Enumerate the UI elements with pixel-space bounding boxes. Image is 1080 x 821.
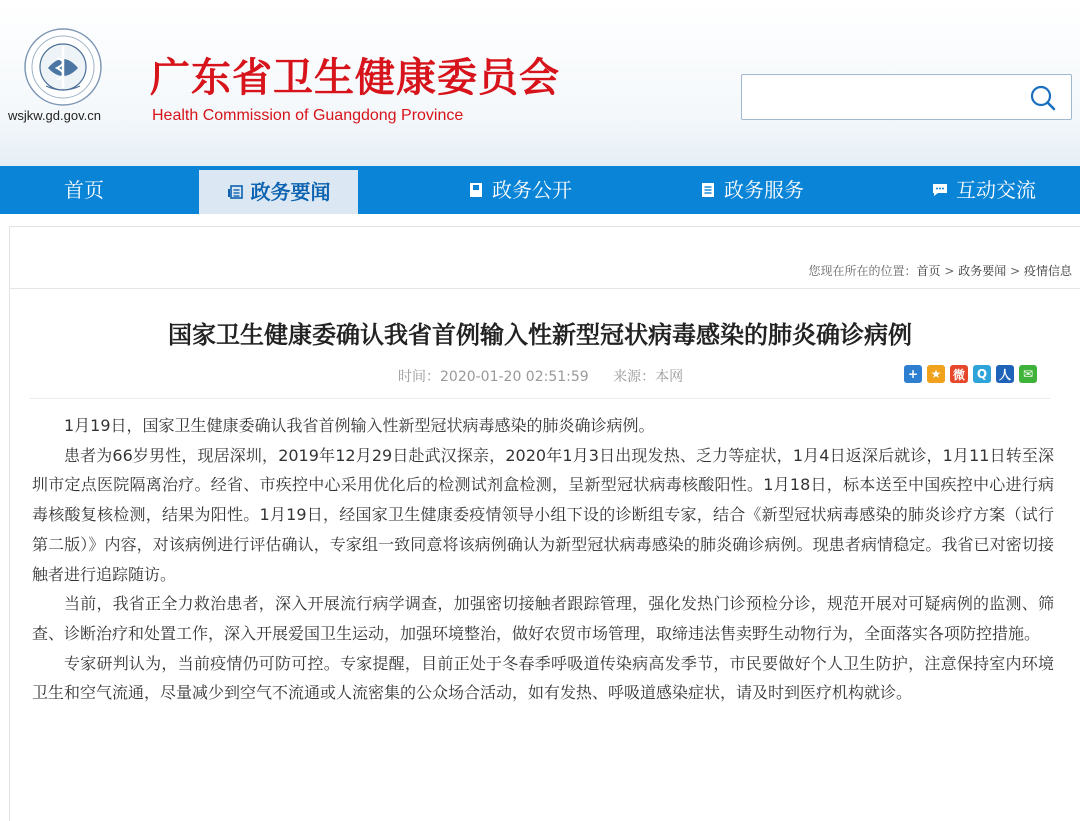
document-icon <box>700 182 716 198</box>
nav-item-service[interactable] <box>672 166 832 214</box>
breadcrumb-prefix: 您现在所在的位置： <box>808 264 917 278</box>
article-paragraph: 专家研判认为，当前疫情仍可防可控。专家提醒，目前正处于冬春季呼吸道传染病高发季节，市民要做好个人卫生防护，注意保持室内环境卫生和空气流通，尽量减少到空气不流通或人流密集的公众场合活动，如有发热、呼吸道感染症状，请及时到医疗机构就诊。 <box>32 653 1054 703</box>
site-title[interactable]: 广东省卫生健康委员会 <box>150 55 560 101</box>
site-header <box>0 0 1080 166</box>
search-input[interactable] <box>741 74 1072 120</box>
breadcrumb-home[interactable]: 首页 <box>916 264 941 278</box>
nav-item-public[interactable] <box>440 166 600 214</box>
main-nav <box>0 166 1080 214</box>
share-wechat-icon[interactable]: ✉ <box>1019 365 1037 383</box>
article-paragraph: 1月19日，国家卫生健康委确认我省首例输入性新型冠状病毒感染的肺炎确诊病例。 <box>64 416 655 435</box>
site-url: wsjkw.gd.gov.cn <box>8 108 101 123</box>
breadcrumb-separator: > <box>1010 264 1021 278</box>
share-more-icon[interactable]: + <box>904 365 922 383</box>
article-paragraph: 当前，我省正全力救治患者，深入开展流行病学调查，加强密切接触者跟踪管理，强化发热门诊预检分诊，规范开展对可疑病例的监测、筛查、诊断治疗和处置工作，深入开展爱国卫生运动，加强环境整治，做好农贸市场管理，取缔违法售卖野生动物行为，全面落实各项防控措施。 <box>32 594 1054 643</box>
nav-label: 政务公开 <box>492 178 572 202</box>
nav-item-home[interactable] <box>0 166 168 214</box>
breadcrumb-separator: > <box>944 264 955 278</box>
share-bar <box>904 365 1037 383</box>
breadcrumb-epidemic[interactable]: 疫情信息 <box>1023 264 1072 278</box>
nav-label: 政务要闻 <box>250 180 331 204</box>
nav-label: 政务服务 <box>724 178 804 202</box>
health-commission-logo[interactable] <box>24 28 102 106</box>
meta-divider <box>30 398 1050 399</box>
breadcrumb-news[interactable]: 政务要闻 <box>958 264 1007 278</box>
share-tqq-icon[interactable]: Q <box>973 365 991 383</box>
share-weibo-icon[interactable]: 微 <box>950 365 968 383</box>
article-title: 国家卫生健康委确认我省首例输入性新型冠状病毒感染的肺炎确诊病例 <box>168 321 912 349</box>
article-body <box>32 411 1054 708</box>
nav-item-interaction[interactable] <box>904 166 1064 214</box>
article-time: 时间：2020-01-20 02:51:59 <box>398 369 589 385</box>
breadcrumb-divider <box>9 288 1080 289</box>
nav-label: 互动交流 <box>956 178 1036 202</box>
chat-icon <box>932 182 948 198</box>
article-paragraph: 患者为66岁男性，现居深圳，2019年12月29日赴武汉探亲，2020年1月3日出现发热、乏力等症状，1月4日返深后就诊，1月11日转至深圳市定点医院隔离治疗。经省、市疾控中心采用优化后的检测试剂盒检测，呈新型冠状病毒核酸阳性。1月18日，标本送至中国疾控中心进行病毒核酸复核检测，结果为阳性。1月19日，经国家卫生健康委疫情领导小组下设的诊断组专家，结合《新型冠状病毒感染的肺炎诊疗方案（试行第二版）》内容，对该病例进行评估确认，专家组一致同意将该病例确认为新型冠状病毒感染的肺炎确诊病例。现患者病情稳定。我省已对密切接触者进行追踪随访。 <box>32 445 1054 584</box>
share-qzone-icon[interactable]: ★ <box>927 365 945 383</box>
search-icon[interactable] <box>1029 84 1057 112</box>
breadcrumb <box>809 262 1073 279</box>
site-subtitle: Health Commission of Guangdong Province <box>152 107 464 124</box>
nav-item-news[interactable] <box>199 166 358 214</box>
news-icon <box>227 184 243 200</box>
article-meta <box>398 366 683 386</box>
nav-label: 首页 <box>64 178 104 202</box>
share-renren-icon[interactable]: 人 <box>996 365 1014 383</box>
article-source: 来源：本网 <box>613 369 684 385</box>
book-icon <box>468 182 484 198</box>
